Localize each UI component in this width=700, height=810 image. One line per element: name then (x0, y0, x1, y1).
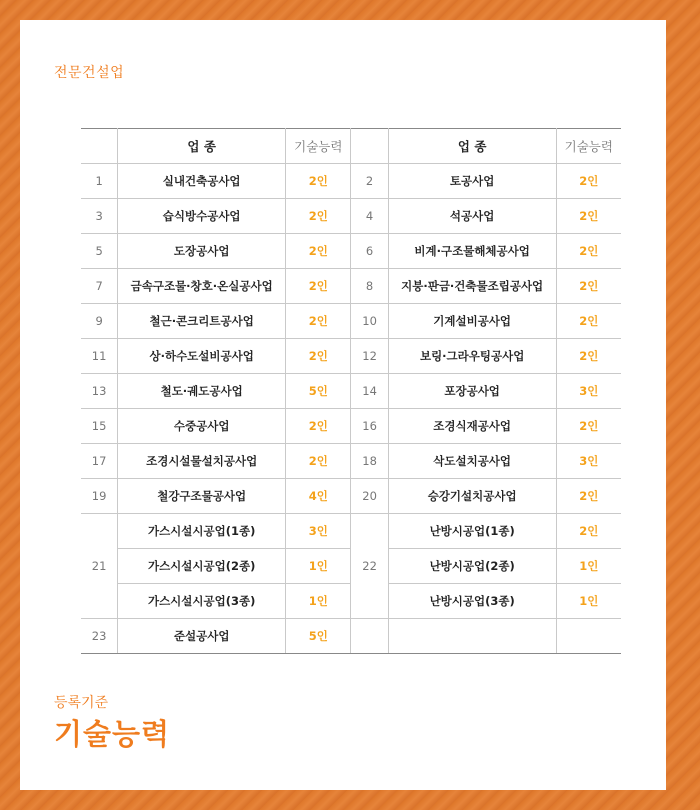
capacity-value: 2인 (286, 409, 351, 444)
capacity-value: 2인 (556, 304, 621, 339)
industry-name: 보링·그라우팅공사업 (388, 339, 556, 374)
category-heading: 전문건설업 (54, 65, 125, 81)
content-panel (20, 20, 666, 790)
capacity-value: 2인 (556, 479, 621, 514)
industry-name: 실내건축공사업 (118, 164, 286, 199)
row-number: 14 (351, 374, 388, 409)
capacity-value: 2인 (556, 514, 621, 549)
industry-name: 가스시설시공업(1종) (118, 514, 286, 549)
table-row (81, 479, 621, 514)
footer-title: 기술능력 (54, 717, 171, 751)
license-table (81, 128, 621, 654)
header-capacity-right: 기술능력 (556, 129, 621, 164)
capacity-value: 2인 (286, 234, 351, 269)
row-number: 18 (351, 444, 388, 479)
row-number: 4 (351, 199, 388, 234)
row-number: 5 (81, 234, 118, 269)
row-number: 13 (81, 374, 118, 409)
empty-cell (388, 619, 556, 654)
table-header-row (81, 129, 621, 164)
industry-name: 난방시공업(2종) (388, 549, 556, 584)
row-number: 19 (81, 479, 118, 514)
industry-name: 승강기설치공사업 (388, 479, 556, 514)
row-number: 1 (81, 164, 118, 199)
industry-name: 도장공사업 (118, 234, 286, 269)
capacity-value: 4인 (286, 479, 351, 514)
capacity-value: 3인 (286, 514, 351, 549)
row-number: 23 (81, 619, 118, 654)
capacity-value: 5인 (286, 619, 351, 654)
industry-name: 토공사업 (388, 164, 556, 199)
row-number: 20 (351, 479, 388, 514)
table-row (81, 234, 621, 269)
row-number: 12 (351, 339, 388, 374)
row-number: 15 (81, 409, 118, 444)
table-row (81, 199, 621, 234)
capacity-value: 3인 (556, 374, 621, 409)
row-number: 22 (351, 514, 388, 619)
industry-name: 습식방수공사업 (118, 199, 286, 234)
capacity-value: 2인 (556, 339, 621, 374)
capacity-value: 2인 (286, 339, 351, 374)
industry-name: 가스시설시공업(3종) (118, 584, 286, 619)
row-number: 16 (351, 409, 388, 444)
industry-name: 조경시설물설치공사업 (118, 444, 286, 479)
table-row (81, 514, 621, 549)
row-number: 6 (351, 234, 388, 269)
capacity-value: 1인 (556, 584, 621, 619)
industry-name: 삭도설치공사업 (388, 444, 556, 479)
industry-name: 가스시설시공업(2종) (118, 549, 286, 584)
table-row (81, 339, 621, 374)
industry-name: 난방시공업(3종) (388, 584, 556, 619)
industry-name: 비계·구조물해체공사업 (388, 234, 556, 269)
industry-name: 지붕·판금·건축물조립공사업 (388, 269, 556, 304)
table-row (81, 164, 621, 199)
industry-name: 철도·궤도공사업 (118, 374, 286, 409)
industry-name: 석공사업 (388, 199, 556, 234)
table-row (81, 619, 621, 654)
table-row (81, 444, 621, 479)
capacity-value: 2인 (286, 199, 351, 234)
row-number: 21 (81, 514, 118, 619)
industry-name: 난방시공업(1종) (388, 514, 556, 549)
row-number: 7 (81, 269, 118, 304)
header-no-right (351, 129, 388, 164)
capacity-value: 2인 (556, 269, 621, 304)
row-number: 8 (351, 269, 388, 304)
industry-name: 상·하수도설비공사업 (118, 339, 286, 374)
row-number: 2 (351, 164, 388, 199)
header-no-left (81, 129, 118, 164)
industry-name: 금속구조물·창호·온실공사업 (118, 269, 286, 304)
capacity-value: 1인 (286, 584, 351, 619)
capacity-value: 2인 (556, 234, 621, 269)
industry-name: 기계설비공사업 (388, 304, 556, 339)
header-capacity-left: 기술능력 (286, 129, 351, 164)
empty-cell (556, 619, 621, 654)
industry-name: 준설공사업 (118, 619, 286, 654)
capacity-value: 5인 (286, 374, 351, 409)
capacity-value: 1인 (556, 549, 621, 584)
row-number: 9 (81, 304, 118, 339)
footer-subtitle: 등록기준 (54, 695, 109, 711)
row-number: 3 (81, 199, 118, 234)
row-number: 10 (351, 304, 388, 339)
header-name-right: 업 종 (388, 129, 556, 164)
capacity-value: 2인 (556, 164, 621, 199)
row-number: 11 (81, 339, 118, 374)
capacity-value: 2인 (286, 304, 351, 339)
capacity-value: 1인 (286, 549, 351, 584)
capacity-value: 2인 (286, 444, 351, 479)
table-row (81, 374, 621, 409)
capacity-value: 2인 (556, 409, 621, 444)
capacity-value: 2인 (286, 269, 351, 304)
industry-name: 포장공사업 (388, 374, 556, 409)
industry-name: 조경식재공사업 (388, 409, 556, 444)
industry-name: 철강구조물공사업 (118, 479, 286, 514)
industry-name: 철근·콘크리트공사업 (118, 304, 286, 339)
header-name-left: 업 종 (118, 129, 286, 164)
table-row (81, 304, 621, 339)
table-row (81, 269, 621, 304)
capacity-value: 2인 (556, 199, 621, 234)
table-body (81, 164, 621, 654)
row-number: 17 (81, 444, 118, 479)
capacity-value: 2인 (286, 164, 351, 199)
capacity-value: 3인 (556, 444, 621, 479)
industry-name: 수중공사업 (118, 409, 286, 444)
table-row (81, 409, 621, 444)
empty-cell (351, 619, 388, 654)
